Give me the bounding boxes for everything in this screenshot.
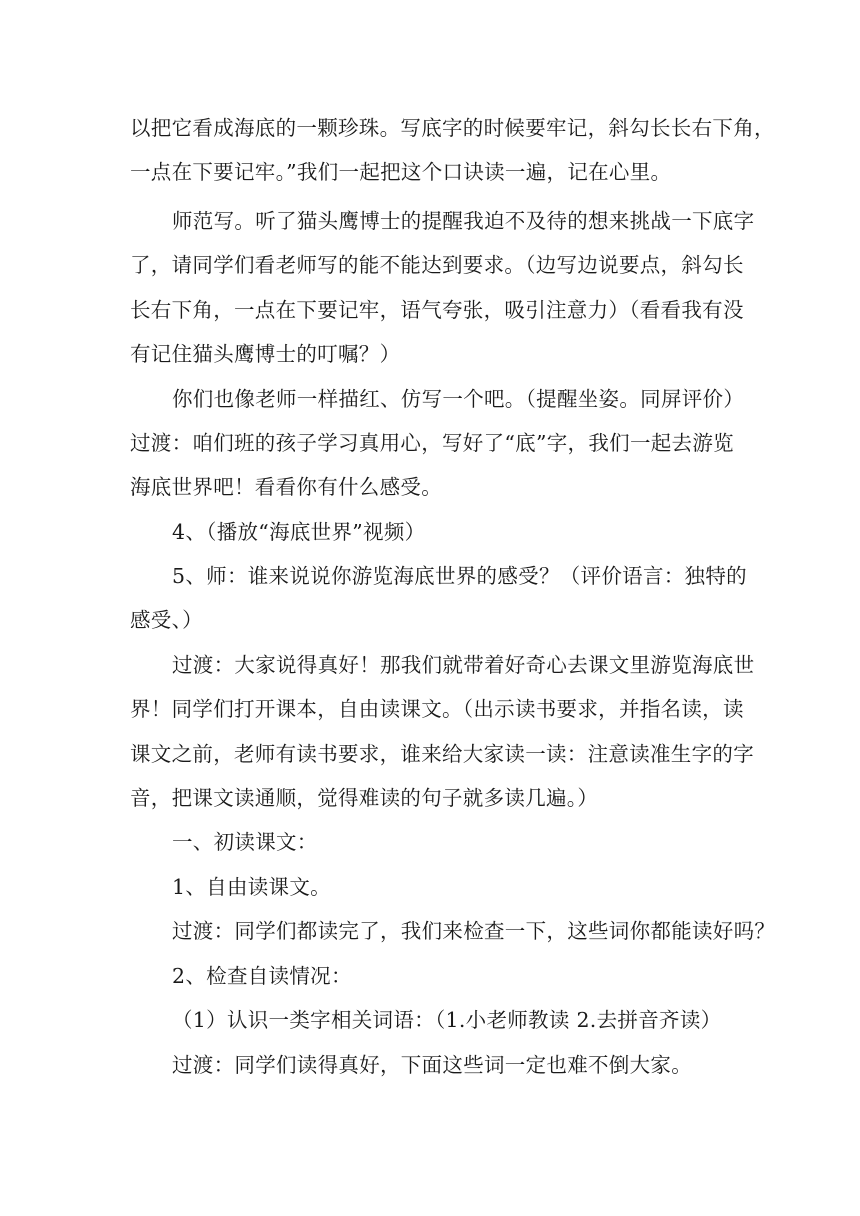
text-line: 海底世界吧！看看你有什么感受。 [130, 475, 442, 499]
text-line: 过渡：同学们都读完了，我们来检查一下，这些词你都能读好吗？ [172, 919, 776, 943]
text-line: 2、检查自读情况： [172, 964, 352, 988]
text-line: （1）认识一类字相关词语：（1.小老师教读 2.去拼音齐读） [172, 1008, 722, 1032]
text-line: 有记住猫头鹰博士的叮嘱？） [130, 342, 401, 366]
text-line: 过渡：大家说得真好！那我们就带着好奇心去课文里游览海底世 [172, 653, 755, 677]
text-line: 音，把课文读通顺，觉得难读的句子就多读几遍。） [130, 786, 599, 810]
text-line: 长右下角，一点在下要记牢，语气夸张，吸引注意力）（看看我有没 [130, 298, 744, 322]
text-line: 一、初读课文： [172, 830, 318, 854]
text-line: 界！同学们打开课本，自由读课文。（出示读书要求，并指名读，读 [130, 697, 744, 721]
text-line: 你们也像老师一样描红、仿写一个吧。（提醒坐姿。同屏评价） [172, 387, 745, 411]
text-line: 1、自由读课文。 [172, 875, 331, 899]
text-line: 师范写。听了猫头鹰博士的提醒我迫不及待的想来挑战一下底字 [172, 209, 755, 233]
text-line: 过渡：同学们读得真好，下面这些词一定也难不倒大家。 [172, 1053, 692, 1077]
text-line: 5、师：谁来说说你游览海底世界的感受？（评价语言：独特的 [172, 564, 747, 588]
text-line: 以把它看成海底的一颗珍珠。写底字的时候要牢记，斜勾长长右下角， [130, 116, 775, 140]
text-line: 过渡：咱们班的孩子学习真用心，写好了“底”字，我们一起去游览 [130, 431, 734, 455]
text-line: 感受、） [130, 608, 203, 632]
text-line: 课文之前，老师有读书要求，谁来给大家读一读：注意读准生字的字 [130, 742, 754, 766]
text-line: 4、（播放“海底世界”视频） [172, 520, 426, 544]
text-line: 一点在下要记牢。”我们一起把这个口诀读一遍，记在心里。 [130, 160, 672, 184]
text-line: 了，请同学们看老师写的能不能达到要求。（边写边说要点，斜勾长 [130, 253, 744, 277]
